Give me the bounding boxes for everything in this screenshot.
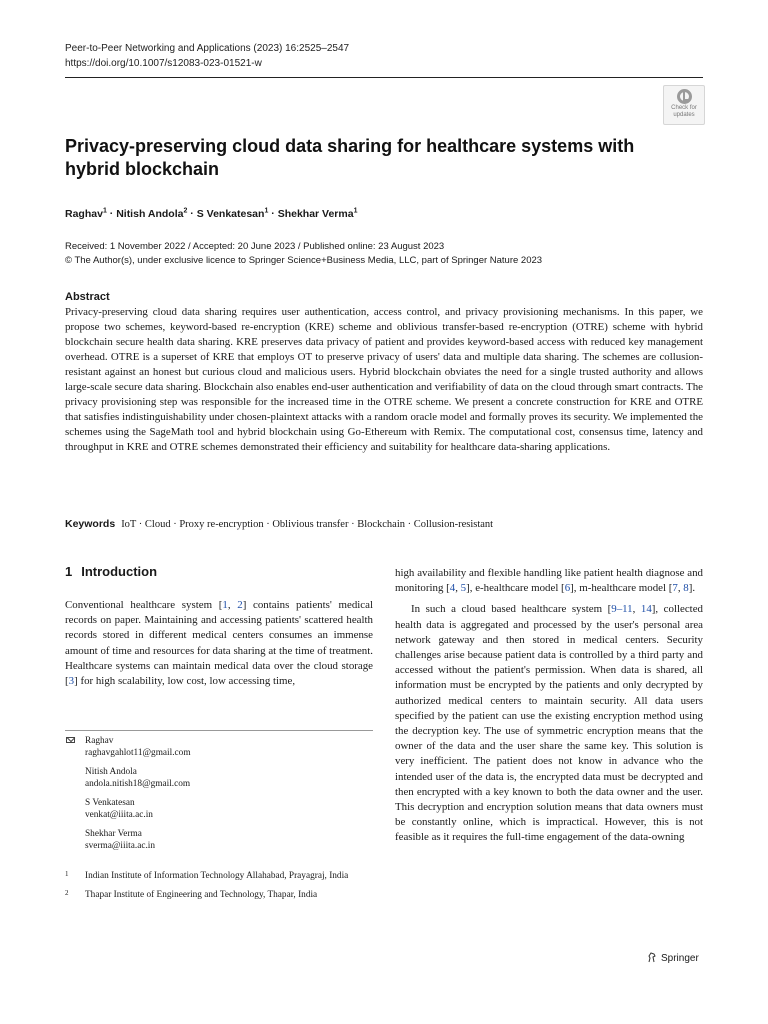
author[interactable]: Raghav$^1$: [65, 207, 107, 220]
body-text: ] for high scalability, low cost, low accessing time,: [74, 675, 296, 688]
contact-email[interactable]: venkat@iiita.ac.in: [85, 810, 153, 820]
badge-line2: updates: [673, 112, 695, 118]
publication-info: [65, 240, 542, 268]
journal-doi[interactable]: https://doi.org/10.1007/s12083-023-01521-w: [65, 58, 262, 69]
author[interactable]: S Venkatesan$^1$: [196, 207, 269, 220]
header-rule: [65, 77, 703, 78]
springer-horse-icon: [647, 952, 657, 963]
journal-citation: Peer-to-Peer Networking and Applications (2023) 16:2525–2547: [65, 43, 350, 54]
citation-link[interactable]: 4: [449, 582, 456, 595]
author[interactable]: Shekhar Verma$^1$: [277, 207, 358, 220]
contact-item: [65, 797, 365, 821]
body-text: Conventional healthcare system [: [65, 599, 223, 611]
contact-item: [65, 766, 365, 790]
affiliation-item: [65, 870, 365, 882]
body-text: ,: [455, 582, 461, 595]
check-for-updates-badge[interactable]: [663, 85, 705, 125]
contact-item: [65, 828, 365, 852]
author-separator: ·: [268, 207, 278, 220]
dates-line: Received: 1 November 2022 / Accepted: 20 June 2023 / Published online: 23 August 2023: [65, 241, 445, 252]
author-separator: ·: [187, 207, 197, 220]
contact-name: Raghav: [85, 736, 114, 746]
citation-link[interactable]: 5: [460, 582, 467, 595]
contact-name: Shekhar Verma: [85, 829, 142, 839]
contact-name: Nitish Andola: [85, 767, 137, 777]
keywords-heading: Keywords: [65, 518, 116, 530]
section-heading: [65, 564, 157, 580]
citation-link[interactable]: 7: [672, 582, 678, 595]
body-text: In such a cloud based healthcare system [: [411, 603, 612, 616]
contact-email[interactable]: raghavgahlot11@gmail.com: [85, 748, 191, 758]
body-text: ,: [227, 599, 238, 611]
copyright-line: © The Author(s), under exclusive licence to Springer Science+Business Media, LLC, part of Springer Nature 2023: [65, 255, 543, 266]
contact-list: [65, 735, 365, 859]
right-column: [395, 566, 703, 846]
body-text: ,: [677, 582, 684, 595]
affiliation-number: 2: [65, 889, 69, 897]
abstract-text: Privacy-preserving cloud data sharing requires user authentication, access control, and privacy provisioning mechanisms. In this paper, we propose two schemes, keyword-based re-encryption (KRE) scheme and oblivious transfer-based re-encryption (OTRE) scheme with hybrid blockchain secure health data sharing. KRE preserves data privacy of patient and provides keyword-based access with reduced key management overhead. OTRE is a superset of KRE that employs OT to preserve privacy of users' data and multiple data sharing. The schemes are collusion-resistant against an honest but curious cloud and malicious users. Hybrid blockchain obviates the need for a single trusted authority and allows large-scale secure data sharing. Blockchain also enables end-user authentication and verifiability of data on the cloud through smart contracts. The privacy provisioning step was responsible for the increased time in the OTRE scheme. We present a concrete construction for KRE and OTRE that satisfies indistinguishability under chosen-plaintext attacks with a random oracle model and formally proves its security. We implemented the schemes using the SageMath tool and hybrid blockchain using Go-Ethereum with Remix. The computational cost, consensus time, latency and throughput in KRE and OTRE schemes demonstrated their efficiency and suitability for healthcare data-sharing applications.: [65, 306, 703, 453]
paper-title: Privacy-preserving cloud data sharing for healthcare systems with hybrid blockchain: [65, 136, 635, 179]
author-list: [65, 204, 357, 221]
affiliation-text: Indian Institute of Information Technology Allahabad, Prayagraj, India: [85, 871, 349, 881]
publisher-logo: [647, 952, 699, 966]
intro-paragraph-2: [395, 602, 703, 845]
body-text: ], collected health data is aggregated and processed by the user's personal area network gateway and then stored in medical centers. Security challenges arise because patient data is controlled by a third party and accessed without the patient's permission. When data is shared, all information must be encrypted by the patients and only decrypted by authorized medical centers to maintain security. All data users specified by the patient can use the existing encryption method using the decryption key. The use of symmetric encryption means that the owner of the data and the user share the same key. This solution is very inefficient. The patient does not know in advance who the intended user of the data is, the encrypted data must be decrypted and then encrypted with a key known to both the data owner and the user. This decryption and encryption solution means that data owners must be constantly online, which is impractical. However, this is not feasible as it requires the full-time engagement of the data-owning: [395, 603, 703, 844]
intro-paragraph: [65, 598, 373, 689]
body-text: ] contains patients' medical records on paper. Maintaining and accessing patients' scattered health records stored in different medical centers consumes an immense amount of time and resources for data sharing at the time of treatment. Healthcare systems can maintain medical data over the cloud storage [: [65, 599, 373, 688]
abstract-heading: Abstract: [65, 291, 110, 303]
affiliation-list: [65, 870, 365, 908]
intro-paragraph-continued: [395, 566, 703, 596]
affiliation-number: 1: [65, 870, 69, 878]
body-text: ], e-healthcare model [: [466, 582, 565, 595]
affiliation-text: Thapar Institute of Engineering and Technology, Thapar, India: [85, 890, 318, 900]
section-number: 1: [65, 564, 73, 579]
keywords-text: IoT · Cloud · Proxy re-encryption · Oblivious transfer · Blockchain · Collusion-resistant: [121, 519, 494, 530]
keywords: [65, 517, 493, 532]
citation-link[interactable]: 1: [222, 599, 228, 611]
author[interactable]: Nitish Andola$^2$: [116, 207, 188, 220]
publisher-name: Springer: [661, 953, 699, 964]
citation-link[interactable]: 3: [68, 675, 75, 688]
citation-link[interactable]: 14: [640, 603, 652, 616]
badge-line1: Check for: [671, 105, 697, 111]
contact-name: S Venkatesan: [85, 798, 135, 808]
contact-email[interactable]: sverma@iiita.ac.in: [85, 841, 155, 851]
footnote-rule: [65, 730, 373, 731]
citation-link[interactable]: 9–11: [611, 603, 633, 616]
citation-link[interactable]: 2: [237, 599, 243, 611]
body-text: ], m-healthcare model [: [570, 582, 673, 595]
section-title: Introduction: [81, 564, 158, 579]
body-text: high availability and flexible handling like patient health diagnose and monitoring [: [395, 567, 703, 595]
body-text: ,: [632, 603, 641, 616]
journal-header: [65, 41, 349, 71]
body-text: ].: [688, 582, 696, 595]
contact-item: [65, 735, 365, 759]
affiliation-item: [65, 889, 365, 901]
citation-link[interactable]: 6: [564, 582, 571, 595]
author-separator: ·: [106, 207, 117, 220]
check-for-updates-icon: [677, 89, 692, 104]
citation-link[interactable]: 8: [683, 582, 689, 595]
contact-email[interactable]: andola.nitish18@gmail.com: [85, 779, 191, 789]
envelope-icon: [66, 737, 75, 743]
